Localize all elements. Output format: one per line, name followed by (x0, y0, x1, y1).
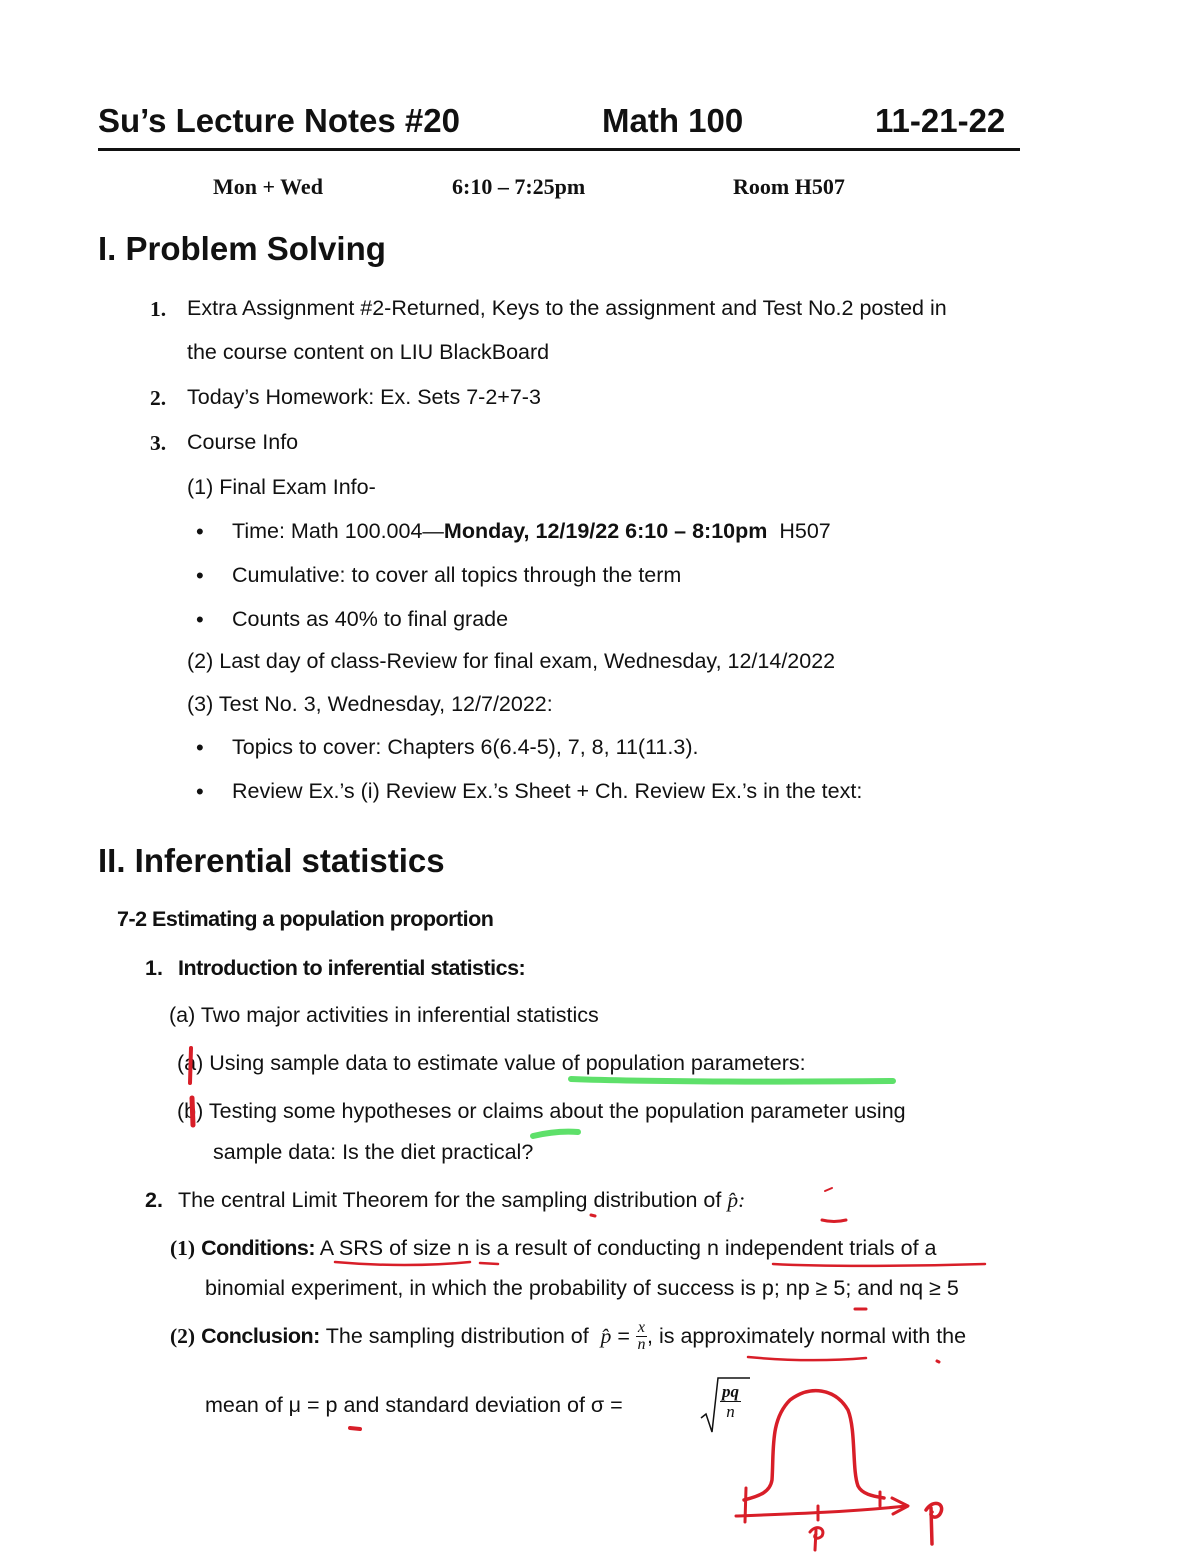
bullet-cumulative: • Cumulative: to cover all topics through the term (232, 563, 681, 588)
conditions-line-2: binomial experiment, in which the probability of success is p; np ≥ 5; and nq ≥ 5 (205, 1276, 959, 1300)
conclusion-text-b: , is approximately normal with the (647, 1324, 967, 1348)
item-extra-assignment: Extra Assignment #2-Returned, Keys to the assignment and Test No.2 posted in (187, 296, 947, 320)
activity-testing: (b) Testing some hypotheses or claims about the population parameter using (177, 1099, 906, 1123)
item-homework: Today’s Homework: Ex. Sets 7-2+7-3 (187, 385, 541, 409)
item-extra-assignment-cont: the course content on LIU BlackBoard (187, 340, 550, 364)
conclusion-p-hat: p̂ (600, 1324, 612, 1348)
red-underline-approximately (748, 1357, 866, 1360)
section-heading-problem-solving: I. Problem Solving (98, 230, 386, 267)
item-number: 1. (150, 297, 167, 321)
final-exam-heading: (1) Final Exam Info- (187, 475, 376, 499)
item-number: 2. (145, 1188, 163, 1212)
class-time: 6:10 – 7:25pm (452, 174, 586, 199)
conclusion-number: (2) (170, 1324, 196, 1348)
conclusion-label: Conclusion: (201, 1324, 320, 1348)
section-heading-inferential: II. Inferential statistics (98, 842, 445, 879)
class-room: Room H507 (733, 174, 845, 199)
activity-testing-cont: sample data: Is the diet practical? (213, 1140, 534, 1164)
item-number: 1. (145, 956, 163, 980)
exam-time-bold: Monday, 12/19/22 6:10 – 8:10pm (443, 519, 768, 543)
two-activities: (a) Two major activities in inferential statistics (169, 1003, 599, 1027)
lecture-date: 11-21-22 (875, 102, 1006, 139)
item-number: 3. (150, 431, 167, 455)
mean-sd-line: mean of μ = p and standard deviation of σ = (205, 1393, 623, 1417)
bell-curve-sketch (744, 1391, 884, 1500)
red-underline-independent (773, 1264, 985, 1266)
conclusion-text-a: The sampling distribution of (325, 1324, 589, 1348)
intro-title: Introduction to inferential statistics: (178, 956, 526, 980)
item-course-info: Course Info (187, 430, 299, 454)
item-number: 2. (150, 386, 167, 410)
bullet-topics: • Topics to cover: Chapters 6(6.4-5), 7, 8, 11(11.3). (232, 735, 698, 760)
course-name: Math 100 (602, 102, 744, 139)
subheading-estimating: 7-2 Estimating a population proportion (117, 907, 494, 931)
fraction-denominator: n (637, 1336, 646, 1353)
red-underline-srs (335, 1262, 470, 1265)
green-underline-parameters (571, 1079, 893, 1082)
p-hat-symbol: p̂: (727, 1188, 746, 1212)
conditions-text: A SRS of size n is a result of conducting n independent trials of a (319, 1236, 937, 1260)
last-day-of-class: (2) Last day of class-Review for final exam, Wednesday, 12/14/2022 (187, 649, 836, 673)
sd-numerator: pq (722, 1382, 739, 1401)
exam-room: H507 (779, 519, 831, 543)
activity-estimate: (a) Using sample data to estimate value of population parameters: (177, 1051, 806, 1075)
sketch-axis (736, 1506, 906, 1516)
bullet-counts: • Counts as 40% to final grade (232, 607, 508, 632)
green-underline-claims (533, 1132, 578, 1136)
conditions-label: Conditions: (201, 1236, 315, 1260)
test-three: (3) Test No. 3, Wednesday, 12/7/2022: (187, 692, 553, 716)
class-days: Mon + Wed (213, 174, 323, 199)
exam-time-prefix: Time: Math 100.004— (232, 519, 444, 543)
conclusion-equals: = (617, 1324, 630, 1348)
conditions-number: (1) (170, 1236, 196, 1260)
page-title: Su’s Lecture Notes #20 (98, 102, 460, 139)
bullet-review: • Review Ex.’s (i) Review Ex.’s Sheet + Ch. Review Ex.’s in the text: (232, 779, 862, 804)
red-mark-b (192, 1098, 193, 1125)
fraction-numerator: x (637, 1319, 646, 1336)
sd-denominator: n (726, 1402, 735, 1421)
clt-text: The central Limit Theorem for the sampling distribution of (178, 1188, 722, 1212)
red-mark-a (190, 1048, 191, 1083)
